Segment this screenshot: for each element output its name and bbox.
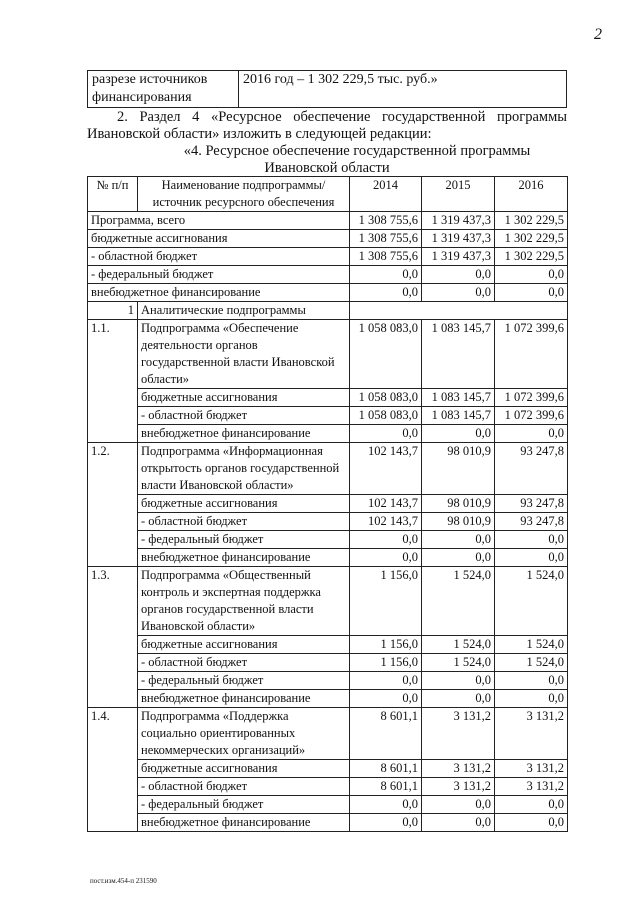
value-cell: 8 601,1 xyxy=(350,760,422,778)
value-cell: 1 083 145,7 xyxy=(422,320,495,389)
row-label: бюджетные ассигнования xyxy=(138,636,350,654)
group-label: Аналитические подпрограммы xyxy=(138,302,350,320)
previous-table-fragment xyxy=(87,70,567,108)
value-cell: 1 072 399,6 xyxy=(495,407,568,425)
value-cell: 98 010,9 xyxy=(422,495,495,513)
value-cell: 98 010,9 xyxy=(422,443,495,495)
value-cell: 1 058 083,0 xyxy=(350,320,422,389)
value-cell: 1 524,0 xyxy=(495,567,568,636)
page-number: 2 xyxy=(594,26,602,43)
row-label: внебюджетное финансирование xyxy=(138,425,350,443)
footer-code: пост.изм.454-п 231590 xyxy=(90,877,157,885)
value-cell: 3 131,2 xyxy=(422,760,495,778)
value-cell: 1 319 437,3 xyxy=(422,212,495,230)
total-row xyxy=(88,284,568,302)
value-cell: 93 247,8 xyxy=(495,513,568,531)
value-cell: 3 131,2 xyxy=(422,708,495,760)
value-cell: 0,0 xyxy=(422,284,495,302)
value-cell: 1 308 755,6 xyxy=(350,212,422,230)
value-cell: 102 143,7 xyxy=(350,495,422,513)
value-cell: 0,0 xyxy=(350,814,422,832)
subprogram-title: Подпрограмма «Информационная открытость органов государственной власти Ивановской области» xyxy=(138,443,350,495)
value-cell: 93 247,8 xyxy=(495,495,568,513)
value-cell: 0,0 xyxy=(350,549,422,567)
value-cell: 3 131,2 xyxy=(495,778,568,796)
value-cell: 0,0 xyxy=(495,549,568,567)
row-label: бюджетные ассигнования xyxy=(88,230,350,248)
value-cell: 1 524,0 xyxy=(495,636,568,654)
empty-cell xyxy=(350,302,568,320)
value-cell: 1 072 399,6 xyxy=(495,320,568,389)
value-cell: 1 308 755,6 xyxy=(350,230,422,248)
value-cell: 1 156,0 xyxy=(350,567,422,636)
source-row xyxy=(88,407,568,425)
source-row xyxy=(88,531,568,549)
row-label: - областной бюджет xyxy=(138,778,350,796)
row-label: внебюджетное финансирование xyxy=(138,549,350,567)
header-name: Наименование подпрограммы/ источник ресурсного обеспечения xyxy=(138,177,350,212)
source-row xyxy=(88,760,568,778)
value-cell: 0,0 xyxy=(422,814,495,832)
subprogram-row xyxy=(88,443,568,495)
section-title xyxy=(87,143,567,177)
row-label: - областной бюджет xyxy=(138,654,350,672)
source-row xyxy=(88,796,568,814)
row-label: - федеральный бюджет xyxy=(138,672,350,690)
source-row xyxy=(88,389,568,407)
row-label: - федеральный бюджет xyxy=(138,531,350,549)
value-cell: 1 058 083,0 xyxy=(350,389,422,407)
value-cell: 0,0 xyxy=(422,796,495,814)
value-cell: 102 143,7 xyxy=(350,443,422,495)
value-cell: 8 601,1 xyxy=(350,778,422,796)
subprogram-row xyxy=(88,320,568,389)
subprogram-number: 1.1. xyxy=(88,320,138,443)
value-cell: 3 131,2 xyxy=(495,760,568,778)
value-cell: 0,0 xyxy=(422,531,495,549)
subprogram-title: Подпрограмма «Поддержка социально ориентированных некоммерческих организаций» xyxy=(138,708,350,760)
header-year: 2014 xyxy=(350,177,422,212)
value-cell: 1 083 145,7 xyxy=(422,389,495,407)
header-year: 2015 xyxy=(422,177,495,212)
row-label: внебюджетное финансирование xyxy=(138,814,350,832)
subprogram-number: 1.3. xyxy=(88,567,138,708)
value-cell: 1 156,0 xyxy=(350,654,422,672)
header-num: № п/п xyxy=(88,177,138,212)
value-cell: 0,0 xyxy=(495,814,568,832)
title-line-2: Ивановской области xyxy=(264,160,390,176)
row-label: - федеральный бюджет xyxy=(88,266,350,284)
value-cell: 0,0 xyxy=(422,690,495,708)
subprogram-row xyxy=(88,567,568,636)
value-cell: 1 156,0 xyxy=(350,636,422,654)
subprogram-number: 1.2. xyxy=(88,443,138,567)
value-cell: 0,0 xyxy=(350,284,422,302)
source-row xyxy=(88,672,568,690)
value-cell: 8 601,1 xyxy=(350,708,422,760)
fragment-left-cell: разрезе источников финансирования xyxy=(88,71,239,108)
value-cell: 0,0 xyxy=(495,531,568,549)
value-cell: 0,0 xyxy=(495,425,568,443)
row-label: - областной бюджет xyxy=(88,248,350,266)
row-label: - федеральный бюджет xyxy=(138,796,350,814)
row-label: - областной бюджет xyxy=(138,513,350,531)
value-cell: 98 010,9 xyxy=(422,513,495,531)
fragment-right-cell: 2016 год – 1 302 229,5 тыс. руб.» xyxy=(239,71,567,108)
value-cell: 0,0 xyxy=(350,266,422,284)
row-label: Программа, всего xyxy=(88,212,350,230)
value-cell: 102 143,7 xyxy=(350,513,422,531)
value-cell: 0,0 xyxy=(350,425,422,443)
value-cell: 1 524,0 xyxy=(422,654,495,672)
row-label: бюджетные ассигнования xyxy=(138,389,350,407)
value-cell: 1 524,0 xyxy=(422,636,495,654)
source-row xyxy=(88,654,568,672)
value-cell: 1 072 399,6 xyxy=(495,389,568,407)
total-row xyxy=(88,266,568,284)
value-cell: 3 131,2 xyxy=(422,778,495,796)
group-row xyxy=(88,302,568,320)
value-cell: 0,0 xyxy=(422,425,495,443)
group-number: 1 xyxy=(88,302,138,320)
value-cell: 0,0 xyxy=(422,549,495,567)
source-row xyxy=(88,636,568,654)
source-row xyxy=(88,778,568,796)
title-line-1: «4. Ресурсное обеспечение государственной программы xyxy=(183,143,531,159)
source-row xyxy=(88,814,568,832)
value-cell: 1 524,0 xyxy=(495,654,568,672)
source-row xyxy=(88,549,568,567)
row-label: внебюджетное финансирование xyxy=(138,690,350,708)
value-cell: 0,0 xyxy=(495,796,568,814)
value-cell: 1 058 083,0 xyxy=(350,407,422,425)
value-cell: 1 302 229,5 xyxy=(495,230,568,248)
value-cell: 0,0 xyxy=(350,796,422,814)
row-label: - областной бюджет xyxy=(138,407,350,425)
row-label: бюджетные ассигнования xyxy=(138,495,350,513)
source-row xyxy=(88,425,568,443)
value-cell: 1 319 437,3 xyxy=(422,248,495,266)
value-cell: 0,0 xyxy=(422,672,495,690)
value-cell: 0,0 xyxy=(350,672,422,690)
subprogram-title: Подпрограмма «Общественный контроль и экспертная поддержка органов государственной власти Ивановской области» xyxy=(138,567,350,636)
value-cell: 1 302 229,5 xyxy=(495,212,568,230)
header-year: 2016 xyxy=(495,177,568,212)
value-cell: 0,0 xyxy=(495,672,568,690)
total-row xyxy=(88,212,568,230)
value-cell: 0,0 xyxy=(422,266,495,284)
value-cell: 0,0 xyxy=(495,284,568,302)
value-cell: 0,0 xyxy=(495,690,568,708)
value-cell: 1 083 145,7 xyxy=(422,407,495,425)
value-cell: 1 524,0 xyxy=(422,567,495,636)
row-label: бюджетные ассигнования xyxy=(138,760,350,778)
total-row xyxy=(88,248,568,266)
source-row xyxy=(88,513,568,531)
value-cell: 1 308 755,6 xyxy=(350,248,422,266)
resource-table xyxy=(87,176,568,832)
subprogram-row xyxy=(88,708,568,760)
value-cell: 93 247,8 xyxy=(495,443,568,495)
total-row xyxy=(88,230,568,248)
value-cell: 1 319 437,3 xyxy=(422,230,495,248)
source-row xyxy=(88,690,568,708)
subprogram-number: 1.4. xyxy=(88,708,138,832)
source-row xyxy=(88,495,568,513)
amendment-paragraph: 2. Раздел 4 «Ресурсное обеспечение государственной программы Ивановской области» изложить в следующей редакции: xyxy=(87,109,567,142)
value-cell: 1 302 229,5 xyxy=(495,248,568,266)
header-row xyxy=(88,177,568,212)
value-cell: 3 131,2 xyxy=(495,708,568,760)
subprogram-title: Подпрограмма «Обеспечение деятельности органов государственной власти Ивановской области» xyxy=(138,320,350,389)
row-label: внебюджетное финансирование xyxy=(88,284,350,302)
value-cell: 0,0 xyxy=(350,531,422,549)
value-cell: 0,0 xyxy=(350,690,422,708)
value-cell: 0,0 xyxy=(495,266,568,284)
